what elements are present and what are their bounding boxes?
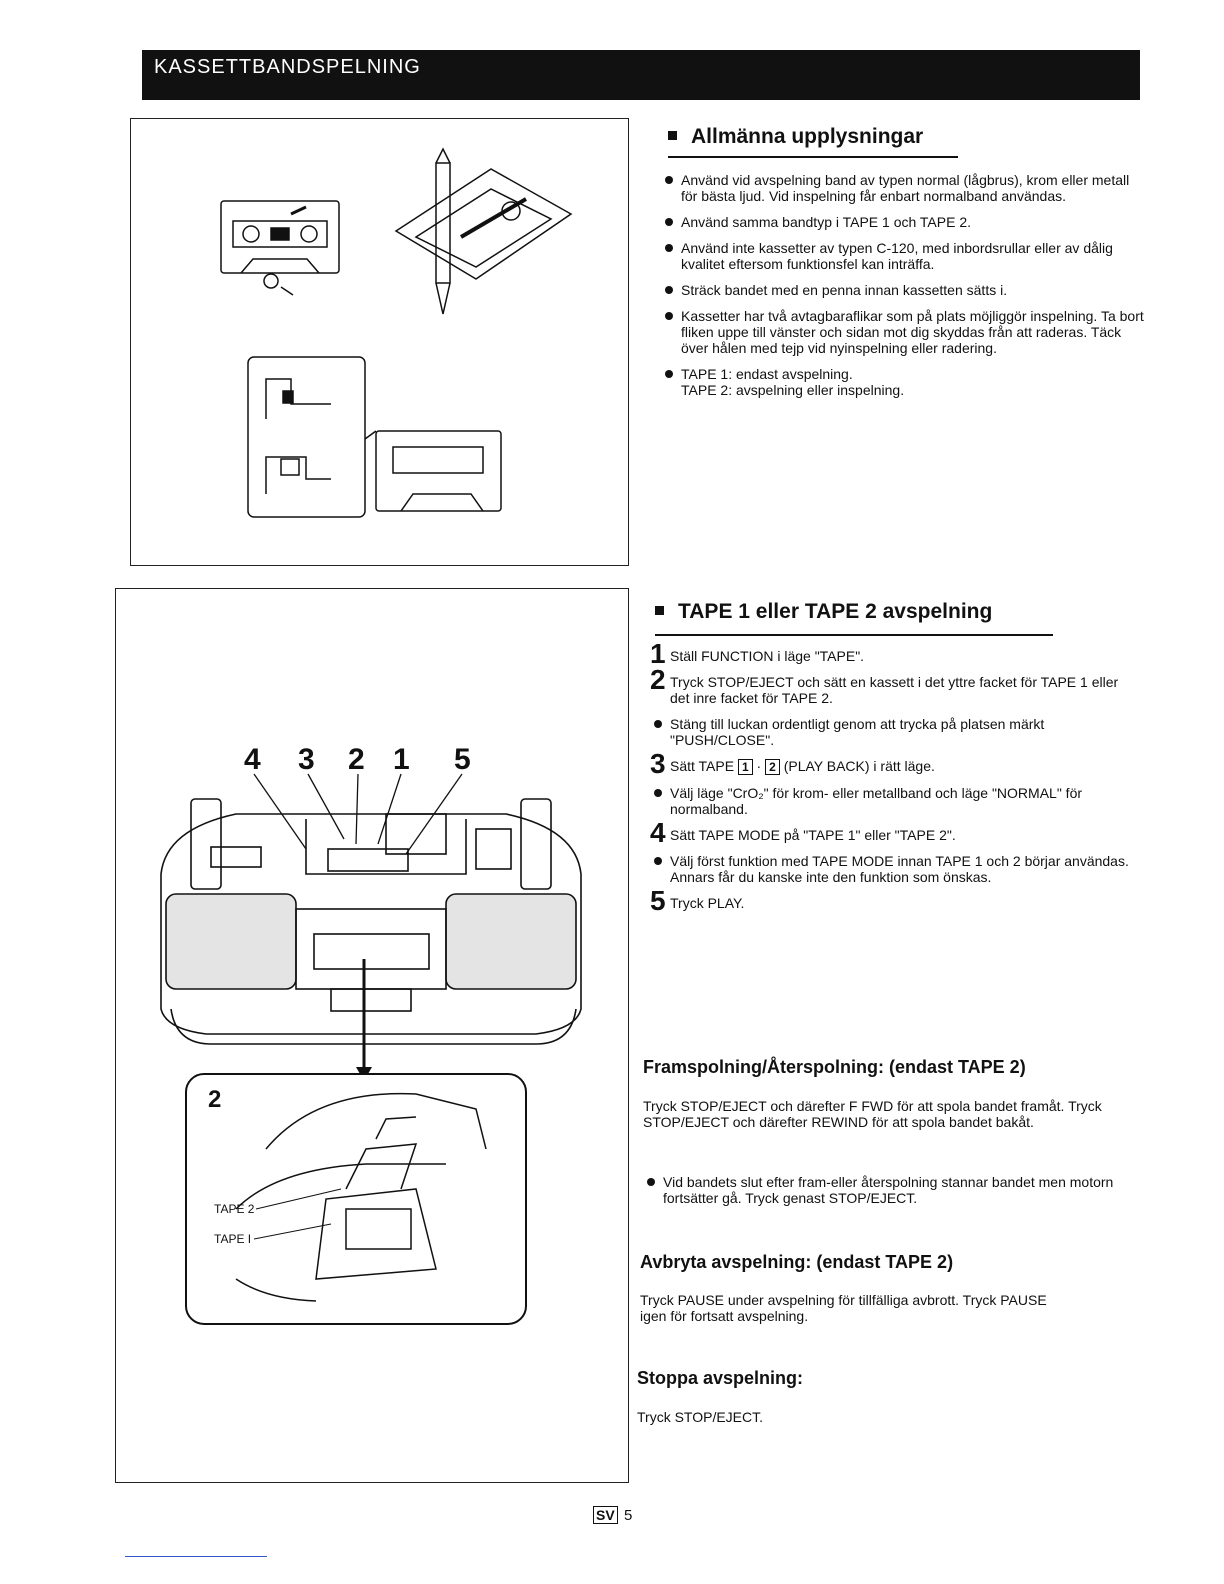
playback-title: TAPE 1 eller TAPE 2 avspelning: [655, 600, 992, 624]
boombox-illustration-panel: [115, 588, 629, 1483]
stop-text: Tryck STOP/EJECT.: [637, 1409, 764, 1425]
page-number: 5: [624, 1507, 633, 1524]
list-item: Kassetter har två avtagbaraflikar som på plats möjliggör inspelning. Ta bort fliken uppe till vänster och sidan mot dig skyddas från att raderas. Täck över hålen med tejp vid nyinspelning eller radering.: [665, 308, 1145, 356]
cassette-illustration-panel: [130, 118, 629, 566]
callout-label: 1: [393, 743, 410, 776]
boombox-drawing: [161, 799, 581, 1044]
language-badge: SV: [593, 1506, 618, 1524]
page-section-title: KASSETTBANDSPELNING: [154, 56, 421, 78]
tape2-label: TAPE 2: [214, 1202, 255, 1216]
tab-detail-drawing: [248, 357, 501, 517]
general-info-list: [665, 172, 1145, 408]
ffrew-note: [643, 1174, 1123, 1216]
footer-rule: [125, 1556, 267, 1557]
square-bullet-icon: [668, 131, 677, 140]
tape-1-box: 1: [738, 759, 753, 775]
step-5: 5 Tryck PLAY.: [650, 885, 745, 916]
list-item: Stäng till luckan ordentligt genom att trycka på platsen märkt "PUSH/CLOSE".: [650, 716, 1132, 748]
list-item: Använd inte kassetter av typen C-120, med inbordsrullar eller av dålig kvalitet eftersom funktionsfel kan inträffa.: [665, 240, 1145, 272]
list-item: TAPE 1: endast avspelning.: [665, 366, 1145, 382]
callout-label: 2: [348, 743, 365, 776]
tape-2-box: 2: [765, 759, 780, 775]
step-1: 1 Ställ FUNCTION i läge "TAPE".: [650, 638, 865, 669]
list-item: Välj läge "CrO₂" för krom- eller metallband och läge "NORMAL" för normalband.: [650, 785, 1132, 817]
cassette-front-drawing: [221, 201, 339, 295]
ffrew-title: Framspolning/Återspolning: (endast TAPE 2): [643, 1057, 1026, 1077]
stop-title: Stoppa avspelning:: [637, 1368, 804, 1388]
list-item: Sträck bandet med en penna innan kassetten sätts i.: [665, 282, 1145, 298]
ffrew-text: Tryck STOP/EJECT och därefter F FWD för att spola bandet framåt. Tryck STOP/EJECT och därefter REWIND för att spola bandet bakåt.: [643, 1098, 1102, 1130]
callout-label: 4: [244, 743, 261, 776]
list-item: TAPE 2: avspelning eller inspelning.: [681, 382, 905, 398]
inset-drawing: [186, 1074, 526, 1324]
tape1-label: TAPE I: [214, 1232, 252, 1246]
inset-number: 2: [208, 1086, 222, 1113]
title-underline: [655, 634, 1053, 636]
boombox-illustration: [116, 589, 628, 1482]
pause-title: Avbryta avspelning: (endast TAPE 2): [640, 1252, 954, 1272]
list-item: Välj först funktion med TAPE MODE innan TAPE 1 och 2 börjar användas. Annars får du kanske inte den funktion som önskas.: [650, 853, 1132, 885]
general-info-title: Allmänna upplysningar: [668, 125, 923, 149]
header-bar: [142, 50, 1140, 100]
list-item: Använd vid avspelning band av typen normal (lågbrus), krom eller metall för bästa ljud. Vid inspelning får enbart normalband användas.: [665, 172, 1145, 204]
callout-label: 5: [454, 743, 471, 776]
title-underline: [668, 156, 958, 158]
cassette-illustration: [131, 119, 628, 565]
step-3: 3 Sätt TAPE 1 · 2 (PLAY BACK) i rätt läge.: [650, 748, 935, 779]
square-bullet-icon: [655, 606, 664, 615]
pause-text: Tryck PAUSE under avspelning för tillfälliga avbrott. Tryck PAUSE igen för fortsatt avspelning.: [640, 1292, 1047, 1324]
cassette-pencil-drawing: [396, 149, 571, 314]
list-item: Använd samma bandtyp i TAPE 1 och TAPE 2.: [665, 214, 1145, 230]
step-2: 2 Tryck STOP/EJECT och sätt en kassett i det yttre facket för TAPE 1 eller det inre facket för TAPE 2.: [650, 664, 1119, 706]
playback-steps: [650, 638, 1132, 921]
callout-label: 3: [298, 743, 315, 776]
list-item: Vid bandets slut efter fram-eller återspolning stannar bandet men motorn fortsätter gå. Tryck genast STOP/EJECT.: [643, 1174, 1123, 1206]
step-4: 4 Sätt TAPE MODE på "TAPE 1" eller "TAPE 2".: [650, 817, 956, 848]
